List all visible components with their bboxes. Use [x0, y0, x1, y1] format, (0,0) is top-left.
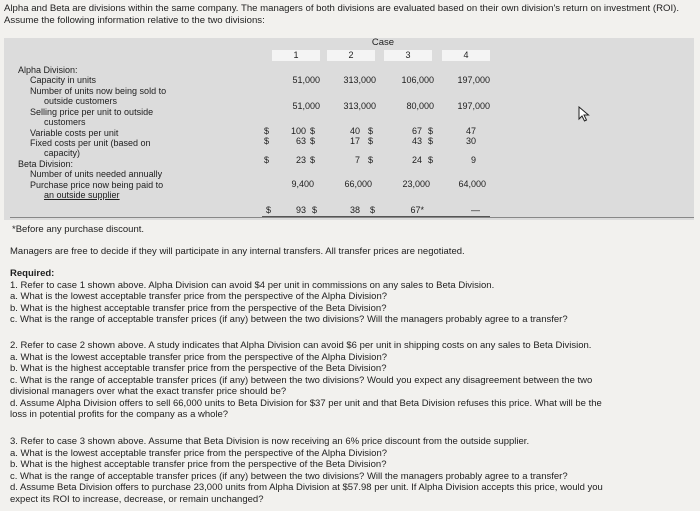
variable-cell: 30 [465, 136, 476, 146]
req3-block [10, 436, 692, 505]
capacity-label: Capacity in units [30, 75, 97, 85]
capacity-cell: 313,000 [343, 75, 376, 85]
footnote: *Before any purchase discount. [12, 224, 145, 235]
dollar-sign: $ [266, 205, 272, 215]
beta-heading: Beta Division: [18, 159, 74, 169]
req3-line: b. What is the highest acceptable transfer price from the perspective of the Beta Division? [10, 459, 387, 470]
req3-line: d. Assume Beta Division offers to purchase 23,000 units from Alpha Division at $57.98 per unit. If Alpha Division accepts this price, would you [10, 482, 603, 493]
case-number: 1 [272, 50, 320, 61]
outside-units-cell: 80,000 [406, 101, 434, 111]
needed-label: Number of units needed annually [30, 169, 163, 179]
fixed-cell: 23 [295, 155, 306, 165]
purchase-cell: 93 [295, 205, 306, 215]
req2-line: a. What is the lowest acceptable transfer price from the perspective of the Alpha Division? [10, 351, 388, 363]
purchase-cell: 38 [349, 205, 360, 215]
req1-line: c. What is the range of acceptable transfer prices (if any) between the two divisions? Will the managers probably agree to a transfer? [10, 314, 568, 325]
price-cell: 47 [465, 126, 476, 136]
needed-cell: 64,000 [458, 179, 486, 189]
price-label-cont: customers [44, 117, 86, 127]
outside-units-cell: 313,000 [343, 101, 376, 111]
dollar-sign: $ [264, 126, 270, 136]
outside-units-cell: 51,000 [292, 101, 320, 111]
case-number: 2 [327, 50, 375, 61]
req1-line: 1. Refer to case 1 shown above. Alpha Division can avoid $4 per unit in commissions on any sales to Beta Division. [10, 279, 495, 291]
outside-units-cell: 197,000 [457, 101, 490, 111]
dollar-sign: $ [312, 205, 318, 215]
capacity-cell: 197,000 [457, 75, 490, 85]
capacity-cell: 106,000 [401, 75, 434, 85]
variable-cell: 17 [349, 136, 360, 146]
dollar-sign: $ [310, 126, 316, 136]
dollar-sign: $ [368, 136, 374, 146]
dollar-sign: $ [368, 126, 374, 136]
price-cell: 100 [290, 126, 306, 136]
purchase-cell: — [471, 205, 480, 215]
req3-line: 3. Refer to case 3 shown above. Assume that Beta Division is now receiving an 6% price discount from the outside supplier. [10, 436, 530, 447]
dollar-sign: $ [370, 205, 376, 215]
needed-cell: 66,000 [344, 179, 372, 189]
req3-line: expect its ROI to increase, decrease, or remain unchanged? [10, 493, 264, 505]
dollar-sign: $ [264, 155, 270, 165]
req3-line: a. What is the lowest acceptable transfer price from the perspective of the Alpha Division? [10, 447, 388, 459]
needed-cell: 9,400 [291, 179, 314, 189]
variable-cell: 43 [411, 136, 422, 146]
outside-units-label: Number of units now being sold to [30, 86, 167, 96]
req2-line: divisional managers over what the exact transfer price should be? [10, 386, 287, 397]
req2-line: loss in potential profits for the company as a whole? [10, 409, 229, 420]
capacity-cell: 51,000 [292, 75, 320, 85]
purchase-cell: 67* [410, 205, 424, 215]
purchase-label-cont: an outside supplier [44, 190, 120, 200]
table-bottom-rule [10, 217, 694, 218]
price-label: Selling price per unit to outside [30, 107, 154, 117]
req2-line: b. What is the highest acceptable transfer price from the perspective of the Beta Division? [10, 363, 387, 374]
fixed-cell: 7 [354, 155, 360, 165]
mouse-cursor-icon [578, 106, 592, 122]
req3-line: c. What is the range of acceptable transfer prices (if any) between the two divisions? Will the managers probably agree to a transfer? [10, 470, 568, 482]
intro-text: Alpha and Beta are divisions within the same company. The managers of both divisions are evaluated based on their own division's return on investment (ROI). Assume the following information relative to the two divisions: [4, 3, 680, 26]
req2-block [10, 340, 692, 421]
required-heading: Required: [10, 268, 55, 279]
needed-cell: 23,000 [402, 179, 430, 189]
case-number: 3 [384, 50, 432, 61]
req2-line: d. Assume Alpha Division offers to sell 66,000 units to Beta Division for $37 per unit and that Beta Division refuses this price. What will be the [10, 397, 602, 409]
variable-label: Variable costs per unit [30, 128, 119, 138]
variable-cell: 63 [295, 136, 306, 146]
case-number: 4 [442, 50, 490, 61]
dollar-sign: $ [310, 136, 316, 146]
price-cell: 67 [411, 126, 422, 136]
req2-line: c. What is the range of acceptable transfer prices (if any) between the two divisions? Would you expect any disagreement between the two [10, 374, 593, 386]
required-block [10, 268, 692, 326]
dollar-sign: $ [368, 155, 374, 165]
dollar-sign: $ [428, 155, 434, 165]
dollar-sign: $ [310, 155, 316, 165]
dollar-sign: $ [428, 136, 434, 146]
fixed-label-cont: capacity) [44, 148, 81, 158]
fixed-cell: 24 [411, 155, 422, 165]
alpha-heading: Alpha Division: [18, 65, 78, 75]
purchase-label: Purchase price now being paid to [30, 180, 164, 190]
dollar-sign: $ [264, 136, 270, 146]
fixed-cell: 9 [470, 155, 476, 165]
req1-line: b. What is the highest acceptable transfer price from the perspective of the Beta Division? [10, 302, 387, 314]
case-header: Case [371, 37, 395, 48]
price-cell: 40 [349, 126, 360, 136]
req1-line: a. What is the lowest acceptable transfer price from the perspective of the Alpha Division? [10, 291, 388, 302]
dollar-sign: $ [428, 126, 434, 136]
req2-line: 2. Refer to case 2 shown above. A study indicates that Alpha Division can avoid $6 per unit in shipping costs on any sales to Beta Division. [10, 340, 592, 351]
fixed-label: Fixed costs per unit (based on [30, 138, 151, 148]
outside-units-label-cont: outside customers [44, 96, 118, 106]
note-text: Managers are free to decide if they will participate in any internal transfers. All transfer prices are negotiated. [10, 246, 465, 257]
case-table [4, 38, 694, 220]
